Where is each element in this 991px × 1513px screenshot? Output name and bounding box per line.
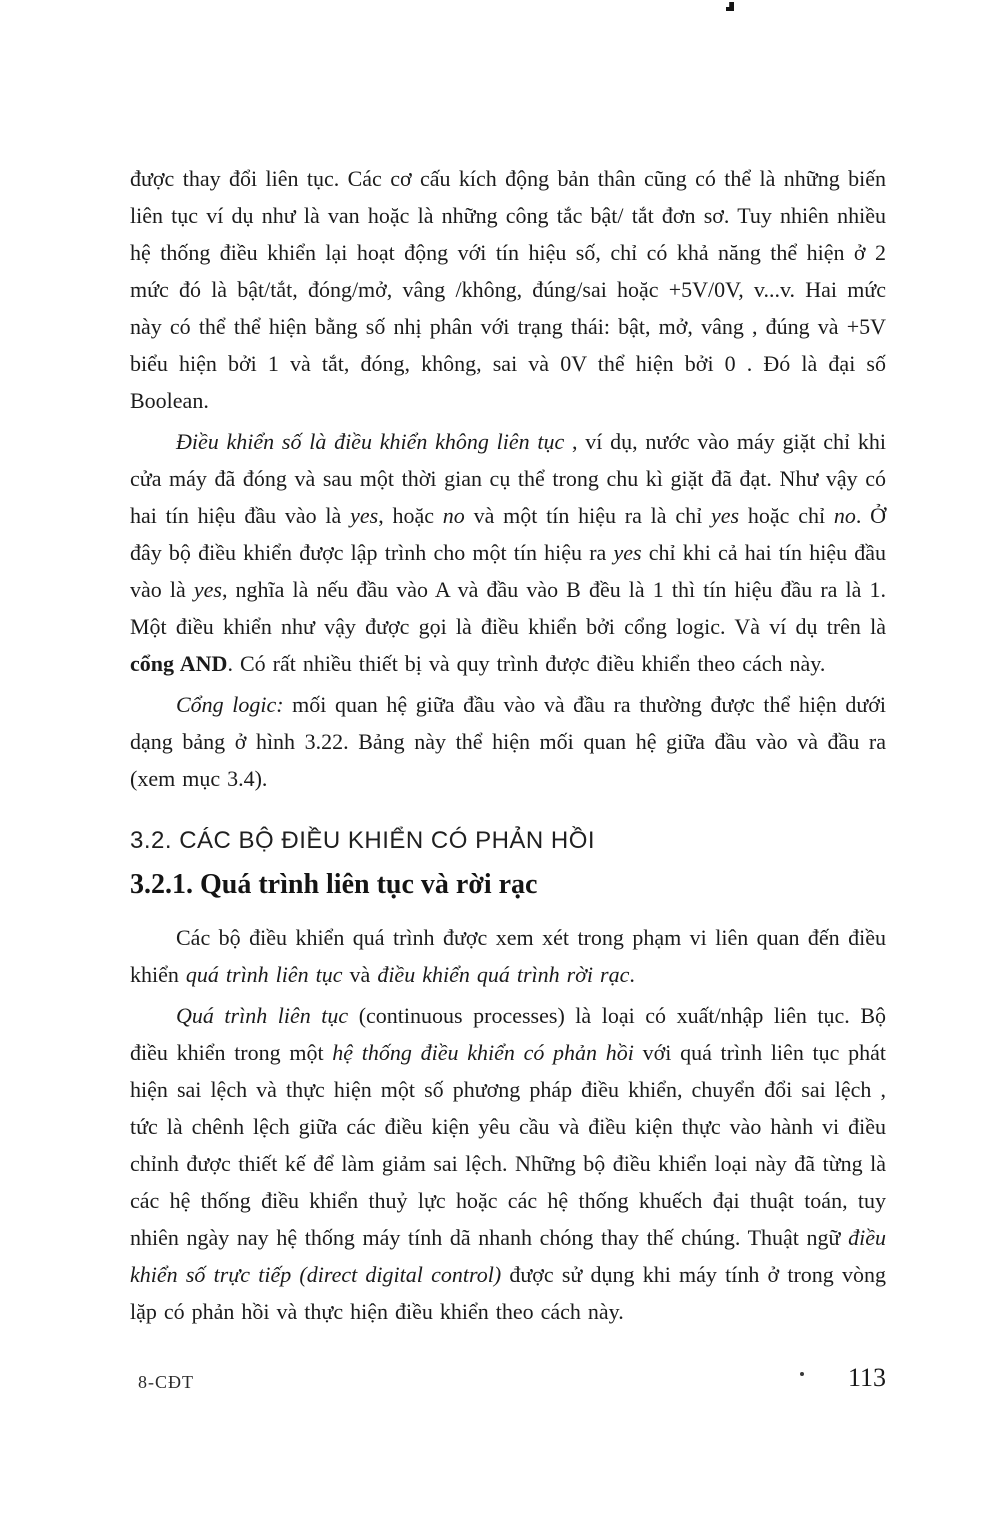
text-run: , ví dụ, nước vào máy giặt chỉ khi cửa máy đã đóng và sau một thời gian cụ thể trong chu kì giặt đã đạt. Như vậy có hai tín hiệu đầu vào là (130, 429, 887, 528)
italic-text-run: yes (350, 503, 379, 528)
italic-text-run: no (442, 503, 465, 528)
page-body (130, 160, 886, 1334)
text-run: chỉ khi cả hai tín hiệu đầu vào là (130, 540, 886, 602)
text-run: , hoặc (378, 503, 443, 528)
text-run: . (629, 962, 635, 987)
scan-speck-footer (800, 1372, 804, 1376)
italic-text-run: Điều khiển số là điều khiển không liên tục (176, 429, 572, 454)
paragraph (130, 686, 886, 797)
footer-edition-label: 8-CĐT (138, 1372, 194, 1392)
paragraph (130, 160, 886, 419)
italic-text-run: yes (613, 540, 642, 565)
text-run: . Ở đây bộ điều khiển được lập trình cho một tín hiệu ra (130, 503, 887, 565)
text-run: được thay đổi liên tục. Các cơ cấu kích động bản thân cũng có thể là những biến liên tục ví dụ như là van hoặc là những công tắc bật/ tắt đơn sơ. Tuy nhiên nhiều hệ thống điều khiển lại hoạt động với tín hiệu số, chỉ có khả năng thể hiện ở 2 mức đó là bật/tắt, đóng/mở, vâng /không, đúng/sai hoặc +5V/0V, v...v. Hai mức này có thể thể hiện bằng số nhị phân với trạng thái: bật, mở, vâng , đúng và +5V biểu hiện bởi 1 và tắt, đóng, không, sai và 0V thể hiện bởi 0 . Đó là đại số Boolean. (130, 166, 886, 413)
section-heading: 3.2. CÁC BỘ ĐIỀU KHIỂN CÓ PHẢN HỒI (130, 827, 596, 854)
italic-text-run: yes (193, 577, 222, 602)
paragraph (130, 919, 886, 993)
text-run: Các bộ điều khiển quá trình được xem xét trong phạm vi liên quan đến điều khiển (130, 925, 886, 987)
page-number: 113 (848, 1363, 887, 1392)
italic-text-run: Quá trình liên tục (176, 1003, 349, 1028)
paragraph (130, 997, 886, 1330)
italic-text-run: no (833, 503, 856, 528)
text-run: . Có rất nhiều thiết bị và quy trình được điều khiển theo cách này. (227, 651, 826, 676)
italic-text-run: quá trình liên tục (185, 962, 343, 987)
text-run: và (342, 962, 378, 987)
text-run: , nghĩa là nếu đầu vào A và đầu vào B đều là 1 thì tín hiệu đầu ra là 1. Một điều khiển như vậy được gọi là điều khiển bởi cổng logic. Và ví dụ trên là (130, 577, 886, 639)
bold-text-run: cổng AND (130, 651, 228, 676)
text-run: (continuous processes) là loại có xuất/nhập liên tục. Bộ điều khiển trong một (130, 1003, 886, 1065)
paragraph (130, 423, 886, 682)
text-run: được sử dụng khi máy tính ở trong vòng lặp có phản hồi và thực hiện điều khiển theo cách này. (130, 1262, 886, 1324)
text-run: mối quan hệ giữa đầu vào và đầu ra thường được thể hiện dưới dạng bảng ở hình 3.22. Bảng này thể hiện mối quan hệ giữa đầu vào và đầu ra (xem mục 3.4). (130, 692, 886, 791)
italic-text-run: yes (711, 503, 740, 528)
text-run: hoặc chỉ (739, 503, 834, 528)
scan-speck-top (726, 2, 734, 11)
text-run: và một tín hiệu ra là chỉ (464, 503, 711, 528)
italic-text-run: hệ thống điều khiển có phản hồi (332, 1040, 634, 1065)
text-run: với quá trình liên tục phát hiện sai lệch và thực hiện một số phương pháp điều khiển, chuyển đổi sai lệch , tức là chênh lệch giữa các điều kiện yêu cầu và điều kiện thực vào hành vi điều chỉnh được thiết kế để làm giảm sai lệch. Những bộ điều khiển loại này đã từng là các hệ thống điều khiển thuỷ lực hoặc các hệ thống khuếch đại thuật toán, tuy nhiên ngày nay hệ thống máy tính dã nhanh chóng thay thế chúng. Thuật ngữ (130, 1040, 887, 1250)
italic-text-run: điều khiển số trực tiếp (direct digital control) (130, 1225, 886, 1287)
italic-text-run: điều khiển quá trình rời rạc (377, 962, 630, 987)
subsection-heading: 3.2.1. Quá trình liên tục và rời rạc (130, 869, 538, 900)
italic-text-run: Cổng logic: (176, 692, 284, 717)
